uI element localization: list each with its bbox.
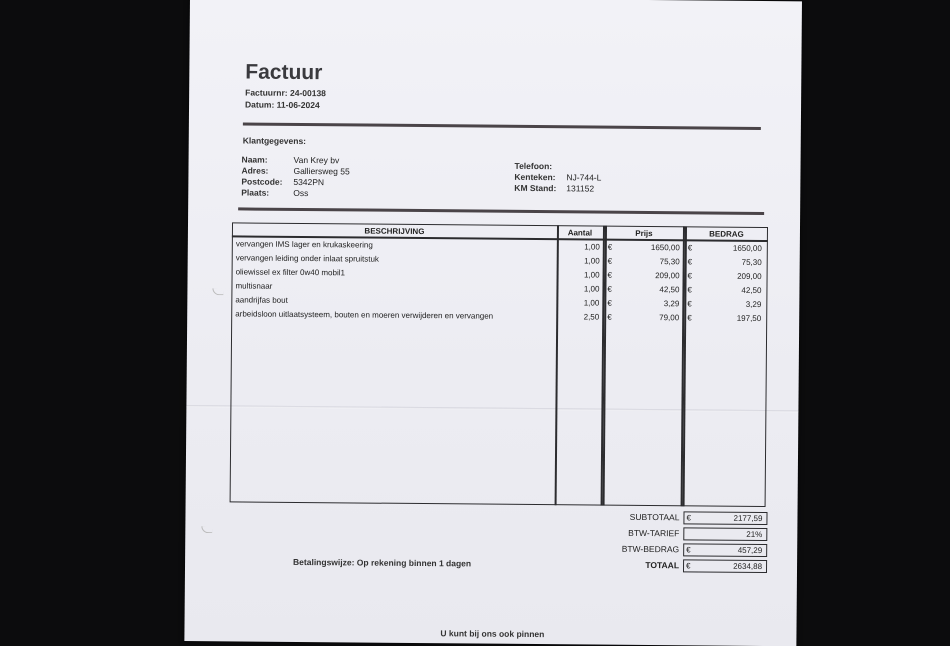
license-plate-label: Kenteken: bbox=[514, 171, 556, 183]
invoice-paper bbox=[184, 0, 802, 646]
invoice-number: Factuurnr: 24-00138 bbox=[245, 87, 326, 99]
row-price-currency: € bbox=[607, 298, 612, 308]
customer-name-value: Van Krey bv bbox=[293, 154, 340, 166]
total-currency: € bbox=[686, 561, 691, 571]
payment-terms: Betalingswijze: Op rekening binnen 1 dagen bbox=[293, 556, 472, 569]
subtotal-value: 2177,59 bbox=[733, 513, 763, 524]
row-price-currency: € bbox=[607, 312, 612, 322]
row-price-currency: € bbox=[607, 270, 613, 280]
header-price: Prijs bbox=[635, 228, 653, 239]
mileage-value: 131152 bbox=[566, 183, 595, 194]
mileage-label: KM Stand: bbox=[514, 182, 557, 194]
row-price: 3,29 bbox=[663, 299, 680, 309]
row-amount-currency: € bbox=[687, 313, 692, 323]
total-value: 2634,88 bbox=[733, 561, 763, 572]
customer-divider bbox=[238, 207, 764, 215]
row-amount: 3,29 bbox=[745, 299, 762, 309]
invoice-title: Factuur bbox=[245, 60, 323, 85]
row-qty: 1,00 bbox=[584, 242, 600, 252]
customer-postcode-label: Postcode: bbox=[241, 176, 283, 187]
vat-amount-currency: € bbox=[686, 545, 691, 555]
invoice-date: Datum: 11-06-2024 bbox=[245, 99, 320, 111]
header-description: BESCHRIJVING bbox=[364, 226, 425, 237]
row-amount: 75,30 bbox=[741, 257, 762, 267]
row-description: vervangen leiding onder inlaat spruitstuk bbox=[235, 253, 379, 264]
row-amount-currency: € bbox=[687, 271, 693, 281]
row-description: vervangen IMS lager en krukaskeering bbox=[235, 239, 373, 250]
footer-note: U kunt bij ons ook pinnen bbox=[440, 628, 545, 640]
row-price: 1650,00 bbox=[650, 243, 680, 253]
customer-heading: Klantgegevens: bbox=[242, 135, 307, 147]
row-amount: 197,50 bbox=[736, 313, 762, 323]
subtotal-currency: € bbox=[686, 513, 691, 523]
paper-mark bbox=[201, 526, 212, 533]
row-price-currency: € bbox=[607, 284, 612, 294]
vat-rate-value: 21% bbox=[746, 529, 763, 540]
row-amount-currency: € bbox=[687, 299, 692, 309]
header-amount: BEDRAG bbox=[709, 229, 744, 239]
row-amount: 42,50 bbox=[741, 285, 762, 295]
vat-amount-label: BTW-BEDRAG bbox=[621, 543, 680, 555]
customer-address-label: Adres: bbox=[241, 165, 269, 176]
phone-label: Telefoon: bbox=[514, 160, 553, 172]
vat-rate-label: BTW-TARIEF bbox=[628, 527, 680, 539]
row-description: arbeidsloon uitlaatsysteem, bouten en moeren verwijderen en vervangen bbox=[235, 309, 494, 321]
row-amount-currency: € bbox=[687, 243, 693, 253]
row-amount-currency: € bbox=[687, 257, 693, 267]
row-amount: 1650,00 bbox=[732, 243, 762, 253]
customer-city-value: Oss bbox=[293, 187, 309, 199]
row-qty: 2,50 bbox=[583, 312, 600, 322]
row-qty: 1,00 bbox=[583, 298, 600, 308]
row-price: 79,00 bbox=[659, 313, 680, 323]
total-label: TOTAAL bbox=[645, 559, 680, 571]
row-amount: 209,00 bbox=[737, 271, 762, 281]
customer-city-label: Plaats: bbox=[241, 187, 270, 198]
header-qty: Aantal bbox=[567, 228, 593, 238]
header-divider bbox=[243, 122, 761, 130]
row-price: 42,50 bbox=[659, 285, 680, 295]
vat-amount-value: 457,29 bbox=[737, 545, 763, 556]
row-qty: 1,00 bbox=[583, 270, 600, 280]
row-price: 209,00 bbox=[655, 271, 680, 281]
subtotal-label: SUBTOTAAL bbox=[629, 511, 680, 523]
customer-address-value: Galliersweg 55 bbox=[293, 165, 350, 177]
license-plate-value: NJ-744-L bbox=[566, 172, 602, 183]
row-description: multisnaar bbox=[235, 281, 273, 291]
row-description: aandrijfas bout bbox=[235, 295, 288, 305]
paper-mark bbox=[212, 288, 223, 295]
customer-postcode-value: 5342PN bbox=[293, 176, 325, 188]
row-amount-currency: € bbox=[687, 285, 692, 295]
row-qty: 1,00 bbox=[584, 256, 600, 266]
row-price-currency: € bbox=[607, 256, 613, 266]
row-price: 75,30 bbox=[659, 257, 680, 267]
row-description: oliewissel ex filter 0w40 mobil1 bbox=[235, 267, 346, 278]
row-price-currency: € bbox=[607, 242, 613, 252]
row-qty: 1,00 bbox=[583, 284, 600, 294]
customer-name-label: Naam: bbox=[241, 154, 268, 165]
